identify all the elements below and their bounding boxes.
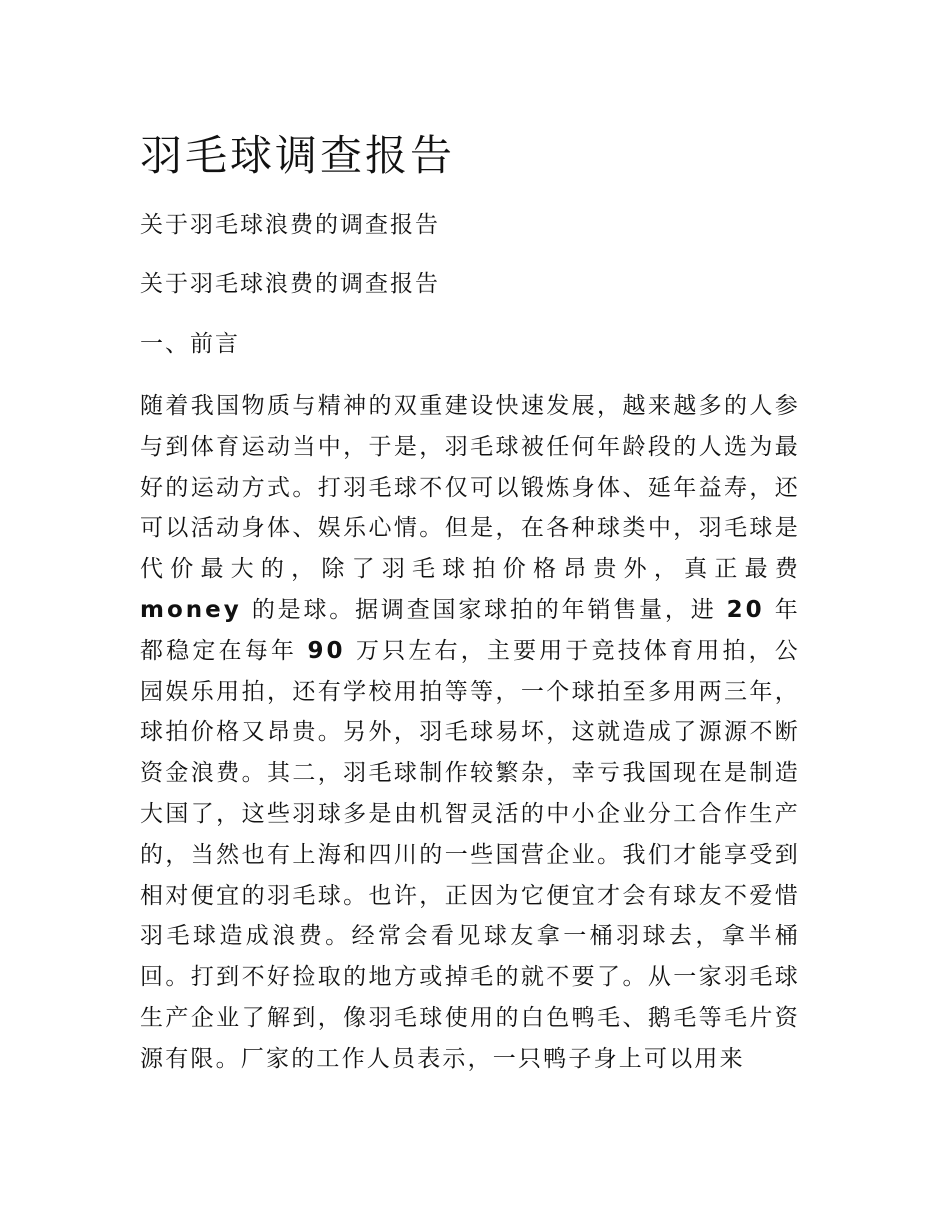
paragraph-text-part-3: 年都稳定在每年 [140, 596, 800, 664]
section-heading: 一、前言 [140, 331, 240, 357]
subtitle-line-2: 关于羽毛球浪费的调查报告 [140, 271, 440, 297]
subtitle-line-1: 关于羽毛球浪费的调查报告 [140, 212, 440, 238]
paragraph-text-part-1: 随着我国物质与精神的双重建设快速发展，越来越多的人参与到体育运动当中，于是，羽毛球被任何年龄段的人选为最好的运动方式。打羽毛球不仅可以锻炼身体、延年益寿，还可以活动身体、娱乐心情。但是，在各种球类中，羽毛球是代价最大的，除了羽毛球拍价格昂贵外，真正最费 [140, 393, 800, 583]
paragraph-text-part-2: 的是球。据调查国家球拍的年销售量，进 [251, 596, 717, 623]
document-title: 羽毛球调查报告 [140, 131, 456, 180]
number-ninety: 90 [307, 637, 346, 664]
paragraph-text-part-4: 万只左右，主要用于竞技体育用拍，公园娱乐用拍，还有学校用拍等等，一个球拍至多用两三年，球拍价格又昂贵。另外，羽毛球易坏，这就造成了源源不断资金浪费。其二，羽毛球制作较繁杂，幸亏我国现在是制造大国了，这些羽球多是由机智灵活的中小企业分工合作生产的，当然也有上海和四川的一些国营企业。我们才能享受到相对便宜的羽毛球。也许，正因为它便宜才会有球友不爱惜羽毛球造成浪费。经常会看见球友拿一桶羽球去，拿半桶回。打到不好捡取的地方或掉毛的就不要了。从一家羽毛球生产企业了解到，像羽毛球使用的白色鸭毛、鹅毛等毛片资源有限。厂家的工作人员表示，一只鸭子身上可以用来 [140, 637, 800, 1072]
body-paragraph [140, 386, 800, 1080]
number-twenty: 20 [726, 596, 765, 623]
term-money: money [140, 596, 242, 623]
